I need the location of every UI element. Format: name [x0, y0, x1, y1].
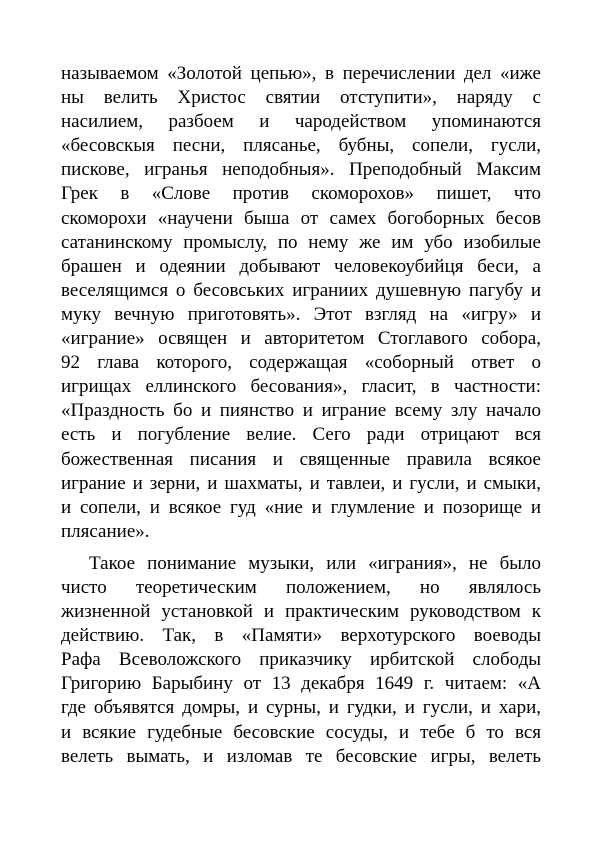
- text-line: и всякие гудебные бесовские сосуды, и тебе б то вся: [61, 721, 541, 743]
- text-line: жизненной установкой и практическим руководством к: [61, 601, 541, 623]
- text-line: велеть вымать, и изломав те бесовские игры, велеть: [61, 745, 541, 767]
- text-line: пискове, игранья неподобныя». Преподобный Максим: [61, 159, 541, 181]
- text-line: «Праздность бо и пиянство и игрaние всему злу начало: [61, 400, 541, 422]
- text-line: скоморохи «научени быша от самех богоборных бесов: [61, 207, 541, 229]
- text-line: есть и погубление велие. Сего ради отрицают вся: [61, 424, 541, 446]
- text-line: «бесовскыя песни, плясанье, бубны, сопели, гусли,: [61, 135, 541, 157]
- text-line: плясание».: [61, 520, 150, 542]
- paragraph-spacer: [61, 544, 541, 552]
- text-line: игрaние и зерни, и шахматы, и тавлеи, и гусли, и смыки,: [61, 472, 541, 494]
- text-line: Грек в «Слове против скоморохов» пишет, что: [61, 183, 541, 205]
- text-line: игрищах еллинского бесования», гласит, в частности:: [61, 376, 541, 398]
- text-line: ны велить Христос святии отступити», наряду с: [61, 87, 541, 109]
- paragraph-1: [61, 62, 541, 544]
- text-line: и сопели, и всякое гуд «ние и глумление и позорище и: [61, 496, 541, 518]
- paragraph-2: [61, 552, 541, 769]
- text-line: Григорию Барыбину от 13 декабря 1649 г. читаем: «А: [61, 673, 541, 695]
- text-line: Рафа Всеволожского приказчику ирбитской слободы: [61, 649, 541, 671]
- text-line: называемом «Золотой цепью», в перечислении дел «иже: [61, 63, 541, 84]
- text-line: муку вечную приготовять». Этот взгляд на «игру» и: [61, 303, 541, 325]
- text-line: божественная писания и священные правила всякое: [61, 448, 541, 470]
- body-text: [61, 62, 541, 769]
- text-line: веселящимся о бесовських игрaниих душевную пагубу и: [61, 279, 541, 301]
- text-line: брашен и одеянии добывают человекоубийця беси, а: [61, 255, 541, 277]
- text-line: действию. Так, в «Памяти» верхотурского воеводы: [61, 625, 541, 647]
- text-line: 92 глава которого, содержащая «соборный ответ о: [61, 352, 541, 374]
- text-line: где объявятся домры, и сурны, и гудки, и гусли, и хари,: [61, 697, 541, 719]
- text-line: чисто теоретическим положением, но являлось: [61, 576, 541, 598]
- text-line: сатанинскому промыслу, по нему же им убо изобилые: [61, 231, 541, 253]
- text-line: насилием, разбоем и чародейством упоминаются: [61, 111, 541, 133]
- text-line: «игрaние» освящен и авторитетом Стоглавого собора,: [61, 328, 541, 350]
- text-line: Такое понимание музыки, или «игрaния», не было: [89, 552, 541, 574]
